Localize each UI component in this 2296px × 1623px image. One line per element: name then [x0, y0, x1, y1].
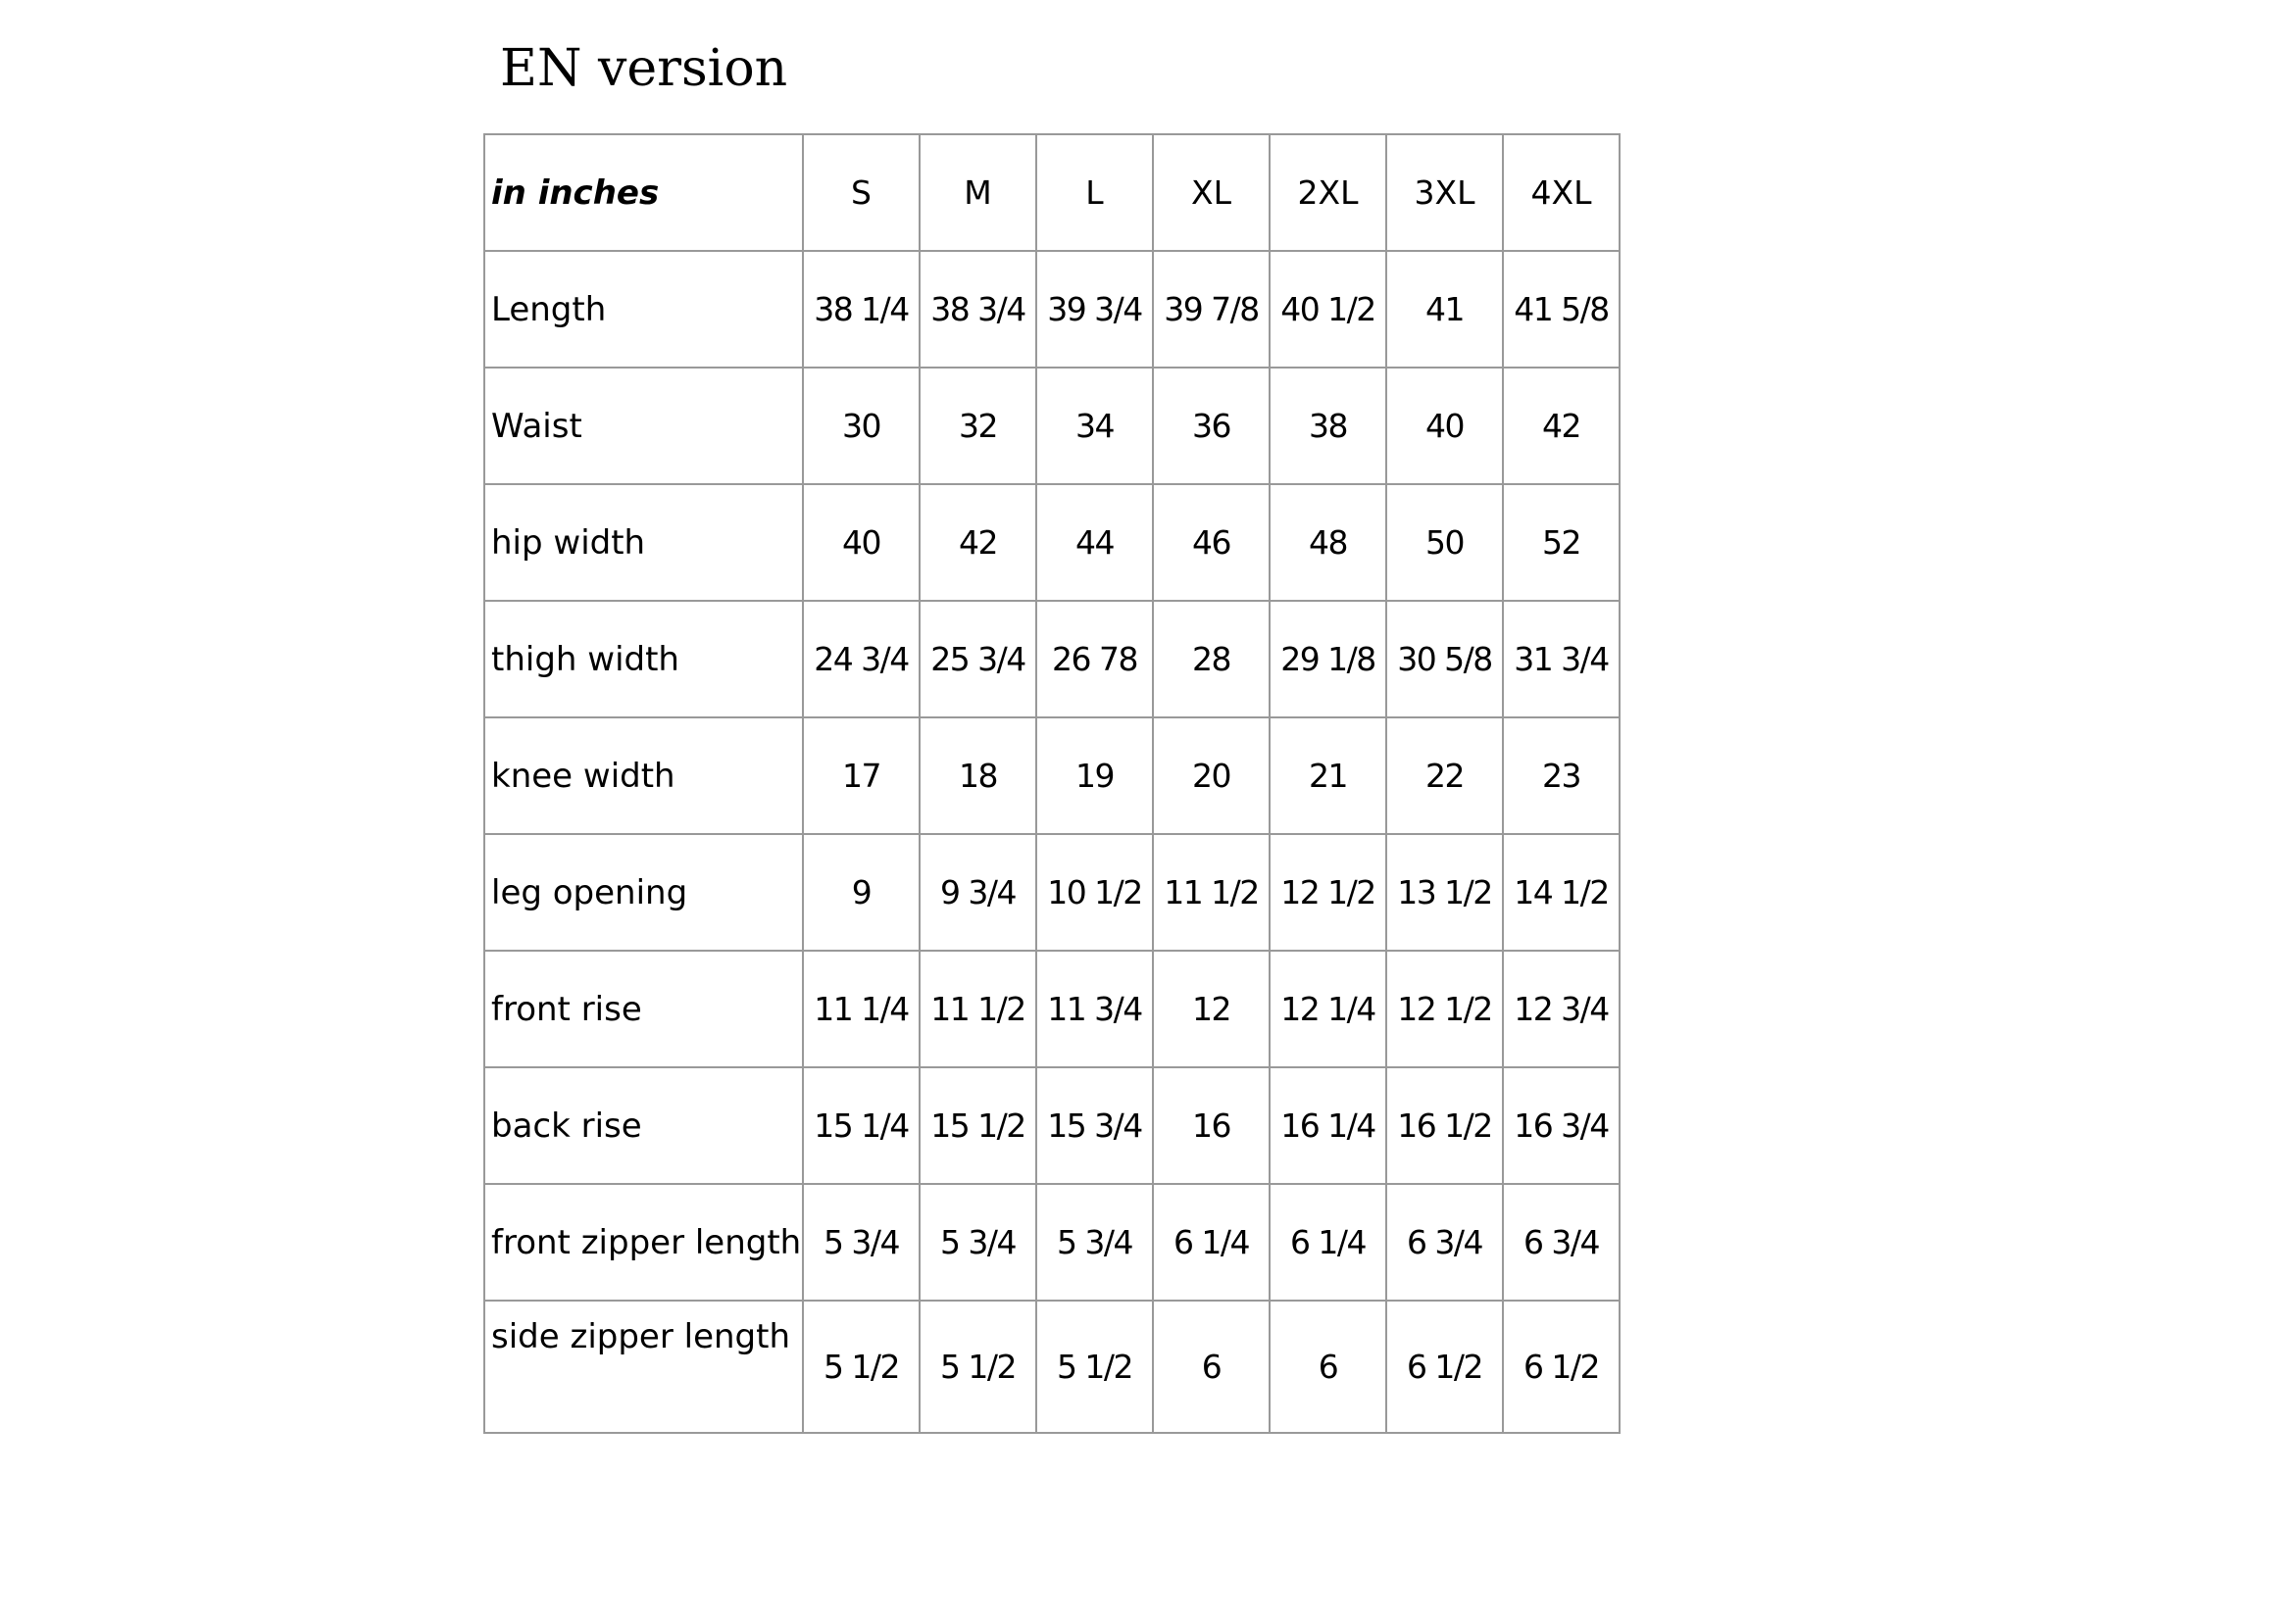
- table-cell: 30 5/8: [1386, 601, 1503, 717]
- row-label: thigh width: [484, 601, 803, 717]
- table-row: [484, 1067, 1620, 1184]
- table-cell: 11 3/4: [1036, 951, 1153, 1067]
- row-label: Length: [484, 251, 803, 368]
- table-cell: 9 3/4: [920, 834, 1036, 951]
- table-cell: 16 1/2: [1386, 1067, 1503, 1184]
- header-size-xl: XL: [1153, 134, 1270, 251]
- table-cell: 12 3/4: [1503, 951, 1620, 1067]
- header-size-4xl: 4XL: [1503, 134, 1620, 251]
- table-cell: 29 1/8: [1270, 601, 1386, 717]
- table-cell: 13 1/2: [1386, 834, 1503, 951]
- header-size-l: L: [1036, 134, 1153, 251]
- table-cell: 15 3/4: [1036, 1067, 1153, 1184]
- table-cell: 16 3/4: [1503, 1067, 1620, 1184]
- table-cell: 38 3/4: [920, 251, 1036, 368]
- table-cell: 42: [920, 484, 1036, 601]
- table-cell: 39 7/8: [1153, 251, 1270, 368]
- table-cell: 5 3/4: [1036, 1184, 1153, 1301]
- table-cell: 6 3/4: [1386, 1184, 1503, 1301]
- table-cell: 38: [1270, 368, 1386, 484]
- table-row: [484, 834, 1620, 951]
- table-cell: 41: [1386, 251, 1503, 368]
- table-cell: 26 78: [1036, 601, 1153, 717]
- table-cell: 6 3/4: [1503, 1184, 1620, 1301]
- table-cell: 16: [1153, 1067, 1270, 1184]
- table-cell: 20: [1153, 717, 1270, 834]
- table-row: [484, 951, 1620, 1067]
- table-cell: 22: [1386, 717, 1503, 834]
- table-cell: 24 3/4: [803, 601, 920, 717]
- table-cell: 18: [920, 717, 1036, 834]
- table-cell: 11 1/2: [920, 951, 1036, 1067]
- row-label: knee width: [484, 717, 803, 834]
- table-cell: 6 1/4: [1153, 1184, 1270, 1301]
- table-cell: 40: [803, 484, 920, 601]
- table-cell: 10 1/2: [1036, 834, 1153, 951]
- table-cell: 32: [920, 368, 1036, 484]
- header-size-s: S: [803, 134, 920, 251]
- table-cell: 48: [1270, 484, 1386, 601]
- table-cell: 5 1/2: [803, 1301, 920, 1433]
- table-cell: 5 1/2: [920, 1301, 1036, 1433]
- table-cell: 14 1/2: [1503, 834, 1620, 951]
- table-cell: 31 3/4: [1503, 601, 1620, 717]
- row-label: Waist: [484, 368, 803, 484]
- row-label: front rise: [484, 951, 803, 1067]
- table-cell: 15 1/2: [920, 1067, 1036, 1184]
- table-row: [484, 717, 1620, 834]
- table-cell: 50: [1386, 484, 1503, 601]
- table-cell: 52: [1503, 484, 1620, 601]
- row-label: hip width: [484, 484, 803, 601]
- table-cell: 41 5/8: [1503, 251, 1620, 368]
- table-cell: 36: [1153, 368, 1270, 484]
- table-cell: 6 1/4: [1270, 1184, 1386, 1301]
- table-cell: 11 1/4: [803, 951, 920, 1067]
- table-row: [484, 601, 1620, 717]
- table-cell: 25 3/4: [920, 601, 1036, 717]
- size-chart-body: [484, 134, 1620, 1433]
- row-label: side zipper length: [484, 1301, 803, 1433]
- table-cell: 12 1/4: [1270, 951, 1386, 1067]
- table-cell: 6 1/2: [1386, 1301, 1503, 1433]
- table-cell: 21: [1270, 717, 1386, 834]
- table-cell: 39 3/4: [1036, 251, 1153, 368]
- header-size-3xl: 3XL: [1386, 134, 1503, 251]
- page-title: EN version: [500, 39, 788, 98]
- table-cell: 19: [1036, 717, 1153, 834]
- table-cell: 16 1/4: [1270, 1067, 1386, 1184]
- table-cell: 40: [1386, 368, 1503, 484]
- table-cell: 40 1/2: [1270, 251, 1386, 368]
- table-cell: 34: [1036, 368, 1153, 484]
- table-cell: 12: [1153, 951, 1270, 1067]
- table-cell: 5 3/4: [920, 1184, 1036, 1301]
- table-cell: 5 3/4: [803, 1184, 920, 1301]
- table-cell: 6: [1270, 1301, 1386, 1433]
- table-cell: 30: [803, 368, 920, 484]
- table-row: [484, 368, 1620, 484]
- table-header-row: [484, 134, 1620, 251]
- header-size-m: M: [920, 134, 1036, 251]
- table-row: [484, 1301, 1620, 1433]
- size-chart-table: [483, 133, 1621, 1434]
- table-cell: 46: [1153, 484, 1270, 601]
- table-cell: 15 1/4: [803, 1067, 920, 1184]
- table-cell: 11 1/2: [1153, 834, 1270, 951]
- table-row: [484, 1184, 1620, 1301]
- table-cell: 38 1/4: [803, 251, 920, 368]
- row-label: leg opening: [484, 834, 803, 951]
- table-row: [484, 251, 1620, 368]
- header-unit-label: in inches: [484, 134, 803, 251]
- row-label: back rise: [484, 1067, 803, 1184]
- table-cell: 6 1/2: [1503, 1301, 1620, 1433]
- table-cell: 23: [1503, 717, 1620, 834]
- table-cell: 6: [1153, 1301, 1270, 1433]
- row-label: front zipper length: [484, 1184, 803, 1301]
- table-cell: 5 1/2: [1036, 1301, 1153, 1433]
- table-cell: 9: [803, 834, 920, 951]
- header-size-2xl: 2XL: [1270, 134, 1386, 251]
- table-cell: 12 1/2: [1270, 834, 1386, 951]
- table-cell: 17: [803, 717, 920, 834]
- table-row: [484, 484, 1620, 601]
- table-cell: 44: [1036, 484, 1153, 601]
- table-cell: 28: [1153, 601, 1270, 717]
- table-cell: 12 1/2: [1386, 951, 1503, 1067]
- table-cell: 42: [1503, 368, 1620, 484]
